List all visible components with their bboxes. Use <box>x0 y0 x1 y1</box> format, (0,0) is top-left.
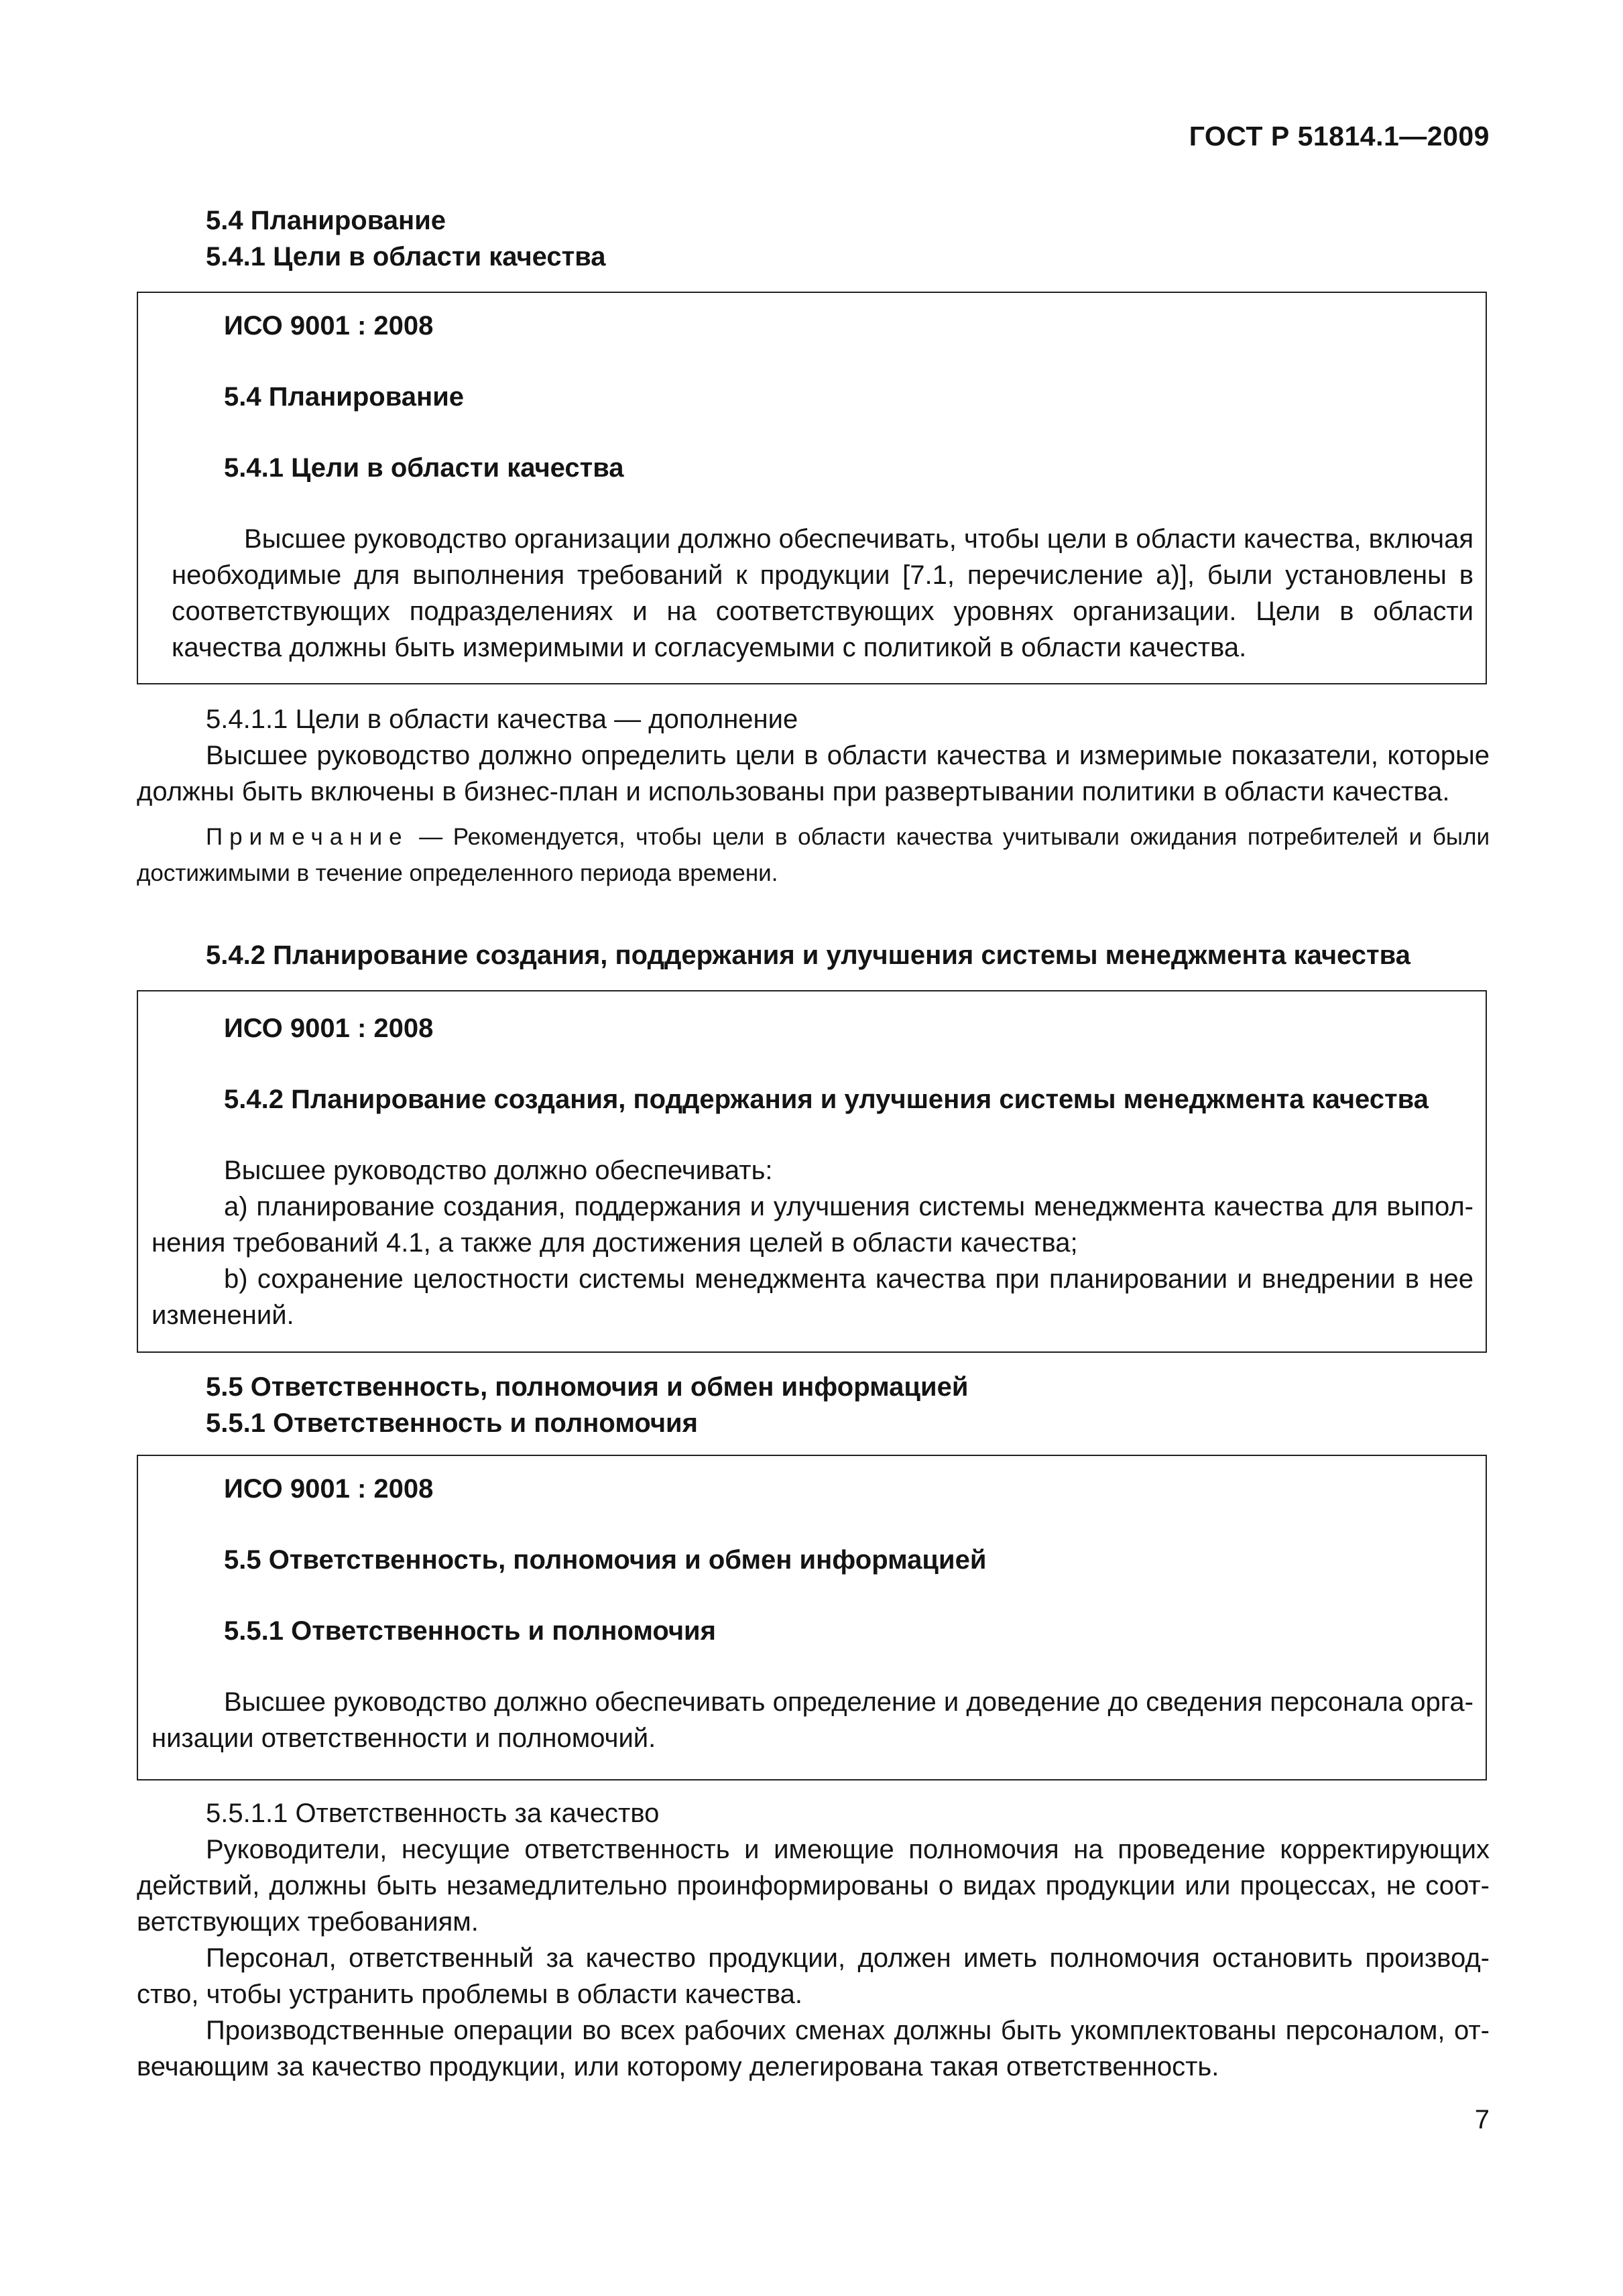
clause-title: 5.4.1.1 Цели в области качества — дополнение <box>206 705 798 734</box>
box-intro: Высшее руководство должно обеспечивать: <box>224 1156 773 1185</box>
box-item-b: b) сохранение целостности системы менеджмента качества при планировании и внедрении в нее изменений. <box>152 1264 1474 1330</box>
section-5-5-headings <box>137 1369 1490 1441</box>
clause-paragraph-3: Производственные операции во всех рабочих сменах должны быть укомплектованы персоналом, отвечающим за качество продукции, или которому делегирована такая ответственность. <box>137 2016 1490 2081</box>
clause-5-5-1-1 <box>137 1795 1490 2085</box>
document-code: ГОСТ Р 51814.1—2009 <box>1189 121 1490 152</box>
note-text: — Рекомендуется, чтобы цели в области качества учитывали ожидания потребителей и были достижимыми в течение определенного периода времени. <box>137 824 1490 886</box>
note-label: Примечание <box>206 824 409 850</box>
iso-quote-box-5-4 <box>137 292 1487 684</box>
iso-standard-label: ИСО 9001 : 2008 <box>224 311 434 341</box>
section-title: 5.4.2 Планирование создания, поддержания и улучшения системы менеджмента качества <box>206 941 1410 970</box>
note <box>137 819 1490 892</box>
iso-standard-label: ИСО 9001 : 2008 <box>224 1014 434 1043</box>
iso-quote-box-5-5 <box>137 1455 1487 1780</box>
box-text: Высшее руководство организации должно обеспечивать, чтобы цели в области качества, включая необходимые для выполнения требований к продукции [7.1, перечисление а)], были установлены в соответствующих подразделениях и на соответствующих уровнях организации. Цели в области качества должны быть измеримыми и согласуемыми с политикой в области качества. <box>172 524 1474 662</box>
section-title: 5.4 Планирование <box>206 206 446 235</box>
box-subheading: 5.4.1 Цели в области качества <box>224 453 624 483</box>
section-5-4-2-heading <box>137 937 1490 973</box>
box-heading: 5.4.2 Планирование создания, поддержания и улучшения системы менеджмента качества <box>224 1085 1429 1114</box>
section-title: 5.5 Ответственность, полномочия и обмен информацией <box>206 1372 969 1402</box>
subsection-title: 5.5.1 Ответственность и полномочия <box>206 1408 698 1438</box>
clause-paragraph-1: Руководители, несущие ответственность и имеющие полномочия на проведение корректирующих действий, должны быть незамедлительно проинформированы о видах продукции или процессах, не соответствующих требованиям. <box>137 1835 1490 1937</box>
subsection-title: 5.4.1 Цели в области качества <box>206 242 606 271</box>
box-text: Высшее руководство должно обеспечивать определение и доведение до сведения персонала организации ответственности и полномочий. <box>152 1687 1474 1753</box>
box-subheading: 5.5.1 Ответственность и полномочия <box>224 1616 716 1646</box>
clause-paragraph-2: Персонал, ответственный за качество продукции, должен иметь полномочия остановить производство, чтобы устранить проблемы в области качества. <box>137 1943 1490 2009</box>
iso-standard-label: ИСО 9001 : 2008 <box>224 1474 434 1504</box>
page-number: 7 <box>1474 2105 1490 2134</box>
box-heading: 5.5 Ответственность, полномочия и обмен информацией <box>224 1545 987 1575</box>
box-item-a: a) планирование создания, поддержания и улучшения системы менеджмента качества для выполнения требований 4.1, а также для достижения целей в области качества; <box>152 1192 1474 1258</box>
clause-text: Высшее руководство должно определить цели в области качества и измеримые показатели, которые должны быть включены в бизнес-план и использованы при развертывании политики в области качества. <box>137 741 1490 806</box>
clause-title: 5.5.1.1 Ответственность за качество <box>206 1799 660 1828</box>
iso-quote-box-5-4-2 <box>137 990 1487 1353</box>
box-heading: 5.4 Планирование <box>224 382 465 412</box>
section-5-4-headings <box>137 202 1490 275</box>
clause-5-4-1-1 <box>137 701 1490 892</box>
